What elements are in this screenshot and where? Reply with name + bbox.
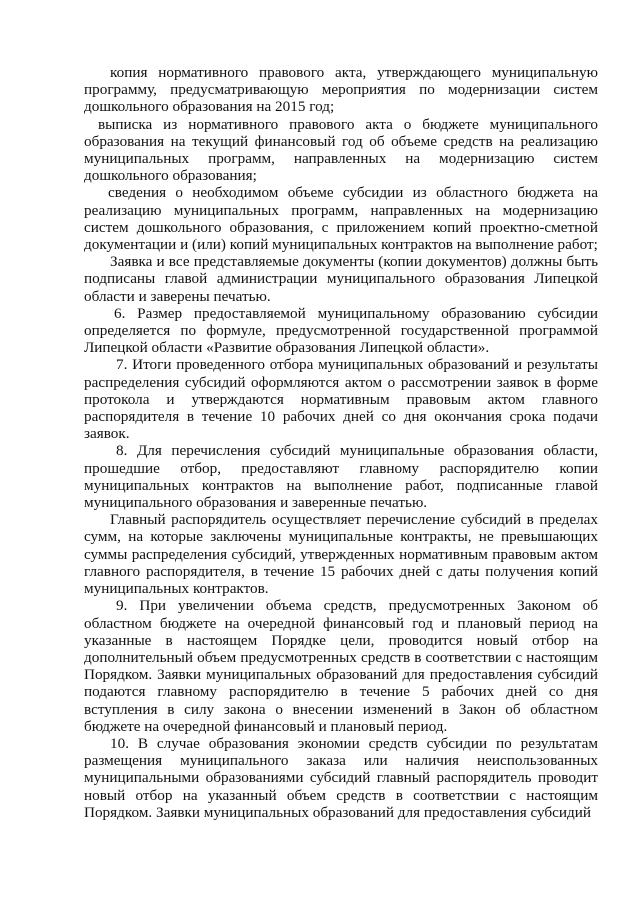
document-page	[84, 64, 598, 821]
paragraph-item-6: 6. Размер предоставляемой муниципальному образованию субсидии определяется по формуле, предусмотренной государственной программой Липецкой области «Развитие образования Липецкой области».	[84, 304, 598, 357]
paragraph-item-8: 8. Для перечисления субсидий муниципальные образования области, прошедшие отбор, предоставляют главному распорядителю копии муниципальных контрактов на выполнение работ, подписанные главой муниципального образования и заверенные печатью.	[84, 442, 598, 512]
paragraph-copy-of-act: копия нормативного правового акта, утверждающего муниципальную программу, предусматривающую мероприятия по модернизации систем дошкольного образования на 2015 год;	[84, 64, 598, 116]
paragraph-subsidy-info: сведения о необходимом объеме субсидии из областного бюджета на реализацию муниципальных программ, направленных на модернизацию систем дошкольного образования, с приложением копий проектно-сметной документации и (или) копий муниципальных контрактов на выполнение работ;	[84, 184, 598, 254]
paragraph-application-signing: Заявка и все представляемые документы (копии документов) должны быть подписаны главой администрации муниципального образования Липецкой области и заверены печатью.	[84, 253, 598, 305]
paragraph-item-10: 10. В случае образования экономии средств субсидии по результатам размещения муниципального заказа или наличия неиспользованных муниципальными образованиями субсидий главный распорядитель проводит новый отбор на указанный объем средств в соответствии с настоящим Порядком. Заявки муниципальных образований для предоставления субсидий	[84, 734, 598, 821]
paragraph-transfer-of-subsidies: Главный распорядитель осуществляет перечисление субсидий в пределах сумм, на которые заключены муниципальные контракты, не превышающих суммы распределения субсидий, утвержденных нормативным правовым актом главного распорядителя, в течение 15 рабочих дней с даты получения копий муниципальных контрактов.	[84, 511, 598, 598]
paragraph-budget-extract: выписка из нормативного правового акта о бюджете муниципального образования на текущий финансовый год об объеме средств на реализацию муниципальных программ, направленных на модернизацию систем дошкольного образования;	[84, 115, 598, 185]
paragraph-item-7: 7. Итоги проведенного отбора муниципальных образований и результаты распределения субсидий оформляются актом о рассмотрении заявок в форме протокола и утверждаются нормативным правовым актом главного распорядителя в течение 10 рабочих дней со дня окончания срока подачи заявок.	[84, 356, 598, 443]
paragraph-item-9: 9. При увеличении объема средств, предусмотренных Законом об областном бюджете на очередной финансовый год и плановый период на указанные в настоящем Порядке цели, проводится новый отбор на дополнительный объем предусмотренных средств в соответствии с настоящим Порядком. Заявки муниципальных образований для предоставления субсидий подаются главному распорядителю в течение 5 рабочих дней со дня вступления в силу закона о внесении изменений в Закон об областном бюджете на очередной финансовый и плановый период.	[84, 597, 598, 735]
